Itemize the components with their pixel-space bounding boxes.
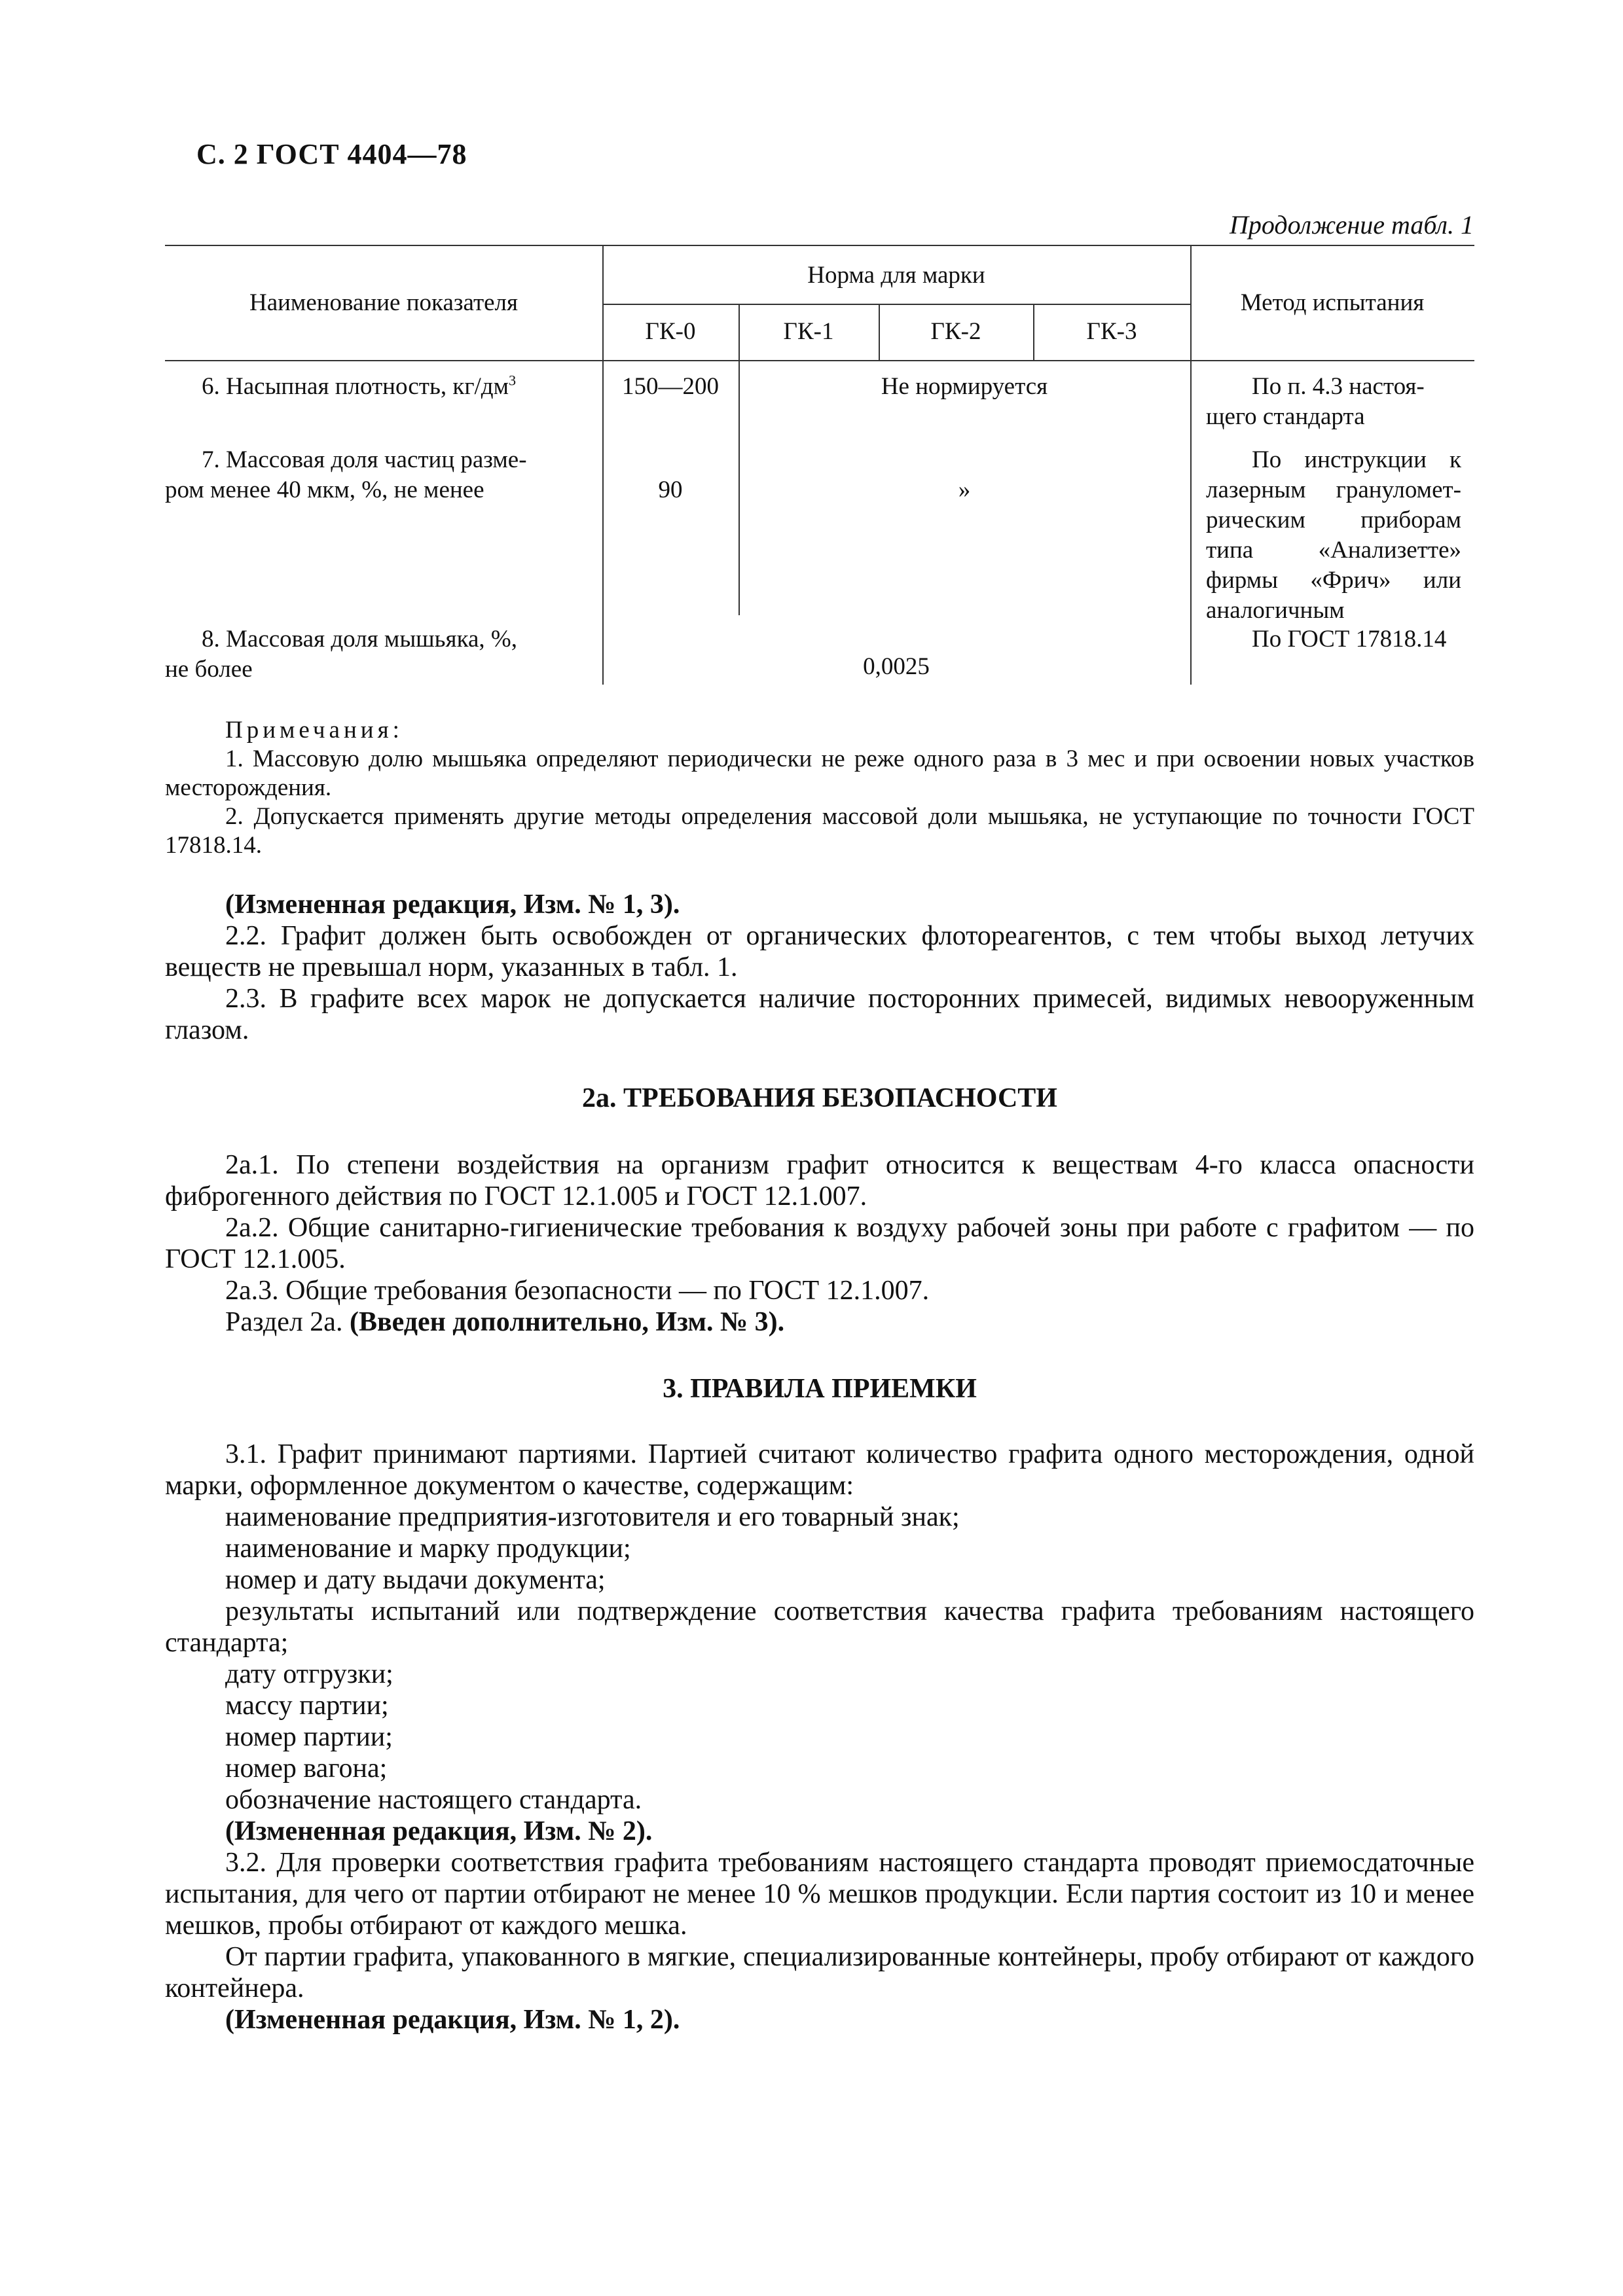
table-row-7-other: »	[958, 476, 971, 503]
table-header-name: Наименование показателя	[249, 289, 519, 316]
paragraph-3-2-b: От партии графита, упакованного в мягкие, специализированные контейнеры, пробу отбирают от каждого контейнера.	[165, 1942, 1474, 2003]
table-row-6-gk0: 150—200	[622, 373, 719, 400]
page-header: С. 2 ГОСТ 4404—78	[196, 138, 467, 170]
section-3	[165, 1439, 1474, 2036]
table-header-method: Метод испытания	[1240, 289, 1425, 316]
table-top-border	[165, 245, 1474, 246]
paragraph-2a-1: 2а.1. По степени воздействия на организм графит относится к веществам 4-го класса опасности фиброгенного действия по ГОСТ 12.1.005 и ГОСТ 12.1.007.	[165, 1150, 1474, 1211]
table-header-grade: ГК-3	[1086, 318, 1137, 345]
list-item: дату отгрузки;	[225, 1659, 393, 1689]
table-row-6-method: По п. 4.3 настоя- щего стандарта	[1206, 373, 1425, 430]
note-2: 2. Допускается применять другие методы определения массовой доли мышьяка, не уступающие по точности ГОСТ 17818.14.	[165, 803, 1474, 859]
list-item: наименование и марку продукции;	[225, 1534, 631, 1564]
change-note: (Измененная редакция, Изм. № 2).	[225, 1816, 653, 1846]
list-item: номер и дату выдачи документа;	[225, 1565, 606, 1595]
notes-block	[165, 716, 1474, 860]
properties-table	[165, 245, 1474, 685]
list-item: наименование предприятия-изготовителя и его товарный знак;	[225, 1502, 960, 1532]
table-vline	[602, 245, 604, 685]
table-row-6-name: 6. Насыпная плотность, $кг/дм^3$	[202, 372, 517, 400]
paragraph-2-2: 2.2. Графит должен быть освобожден от органических флотореагентов, с тем чтобы выход летучих веществ не превышал норм, указанных в табл. 1.	[165, 921, 1474, 982]
table-row-8-name: 8. Массовая доля мышьяка, %, не более	[165, 626, 517, 683]
change-note: (Измененная редакция, Изм. № 1, 2).	[225, 2005, 680, 2035]
section-2a-note: Раздел 2а. (Введен дополнительно, Изм. № 3).	[225, 1307, 785, 1337]
section-2-continued	[165, 889, 1474, 1046]
note-1: 1. Массовую долю мышьяка определяют периодически не реже одного раза в 3 мес и при освоении новых участков месторождения.	[165, 745, 1474, 801]
table-row-7-gk0: 90	[658, 476, 683, 503]
table-row-7-name: 7. Массовая доля частиц разме- ром менее 40 мкм, %, не менее	[165, 446, 527, 503]
table-header-grade: ГК-1	[783, 318, 834, 345]
paragraph-2-3: 2.3. В графите всех марок не допускается наличие посторонних примесей, видимых невооруженным глазом.	[165, 984, 1474, 1045]
table-row-6-other: Не нормируется	[881, 373, 1048, 400]
section-2a	[165, 1149, 1474, 1338]
table-header-grade: ГК-2	[930, 318, 981, 345]
section-heading-3: 3. ПРАВИЛА ПРИЕМКИ	[663, 1374, 977, 1404]
table-vline	[739, 304, 740, 615]
list-item: массу партии;	[225, 1691, 389, 1721]
list-item: обозначение настоящего стандарта.	[225, 1785, 642, 1815]
table-continuation-label: Продолжение табл. 1	[1229, 210, 1474, 240]
table-row-8-method: По ГОСТ 17818.14	[1252, 626, 1447, 653]
table-header-norm: Норма для марки	[807, 262, 985, 289]
paragraph-2a-3: 2а.3. Общие требования безопасности — по ГОСТ 12.1.007.	[225, 1276, 930, 1306]
list-item: результаты испытаний или подтверждение соответствия качества графита требованиям настоящего стандарта;	[165, 1596, 1474, 1658]
list-item: номер вагона;	[225, 1753, 388, 1784]
table-row-7-method: По инструкции к лазерным грануломет- рическим приборам типа «Анализетте» фирмы «Фрич» или аналогичным	[1206, 446, 1461, 624]
notes-title: Примечания:	[225, 717, 403, 744]
paragraph-3-2: 3.2. Для проверки соответствия графита требованиям настоящего стандарта проводят приемосдаточные испытания, для чего от партии отбирают не менее 10 % мешков продукции. Если партия состоит из 10 и менее мешков, пробы отбирают от каждого мешка.	[165, 1848, 1474, 1941]
table-header-bottom-line	[165, 360, 1474, 361]
table-row-8-value: 0,0025	[863, 653, 930, 680]
list-item: номер партии;	[225, 1722, 393, 1752]
section-heading-2a: 2а. ТРЕБОВАНИЯ БЕЗОПАСНОСТИ	[582, 1083, 1057, 1113]
table-header-grade: ГК-0	[645, 318, 696, 345]
change-note: (Измененная редакция, Изм. № 1, 3).	[225, 889, 680, 920]
paragraph-3-1: 3.1. Графит принимают партиями. Партией считают количество графита одного месторождения, одной марки, оформленное документом о качестве, содержащим:	[165, 1439, 1474, 1501]
table-subheader-line	[602, 304, 1190, 305]
paragraph-2a-2: 2а.2. Общие санитарно-гигиенические требования к воздуху рабочей зоны при работе с графитом — по ГОСТ 12.1.005.	[165, 1213, 1474, 1274]
